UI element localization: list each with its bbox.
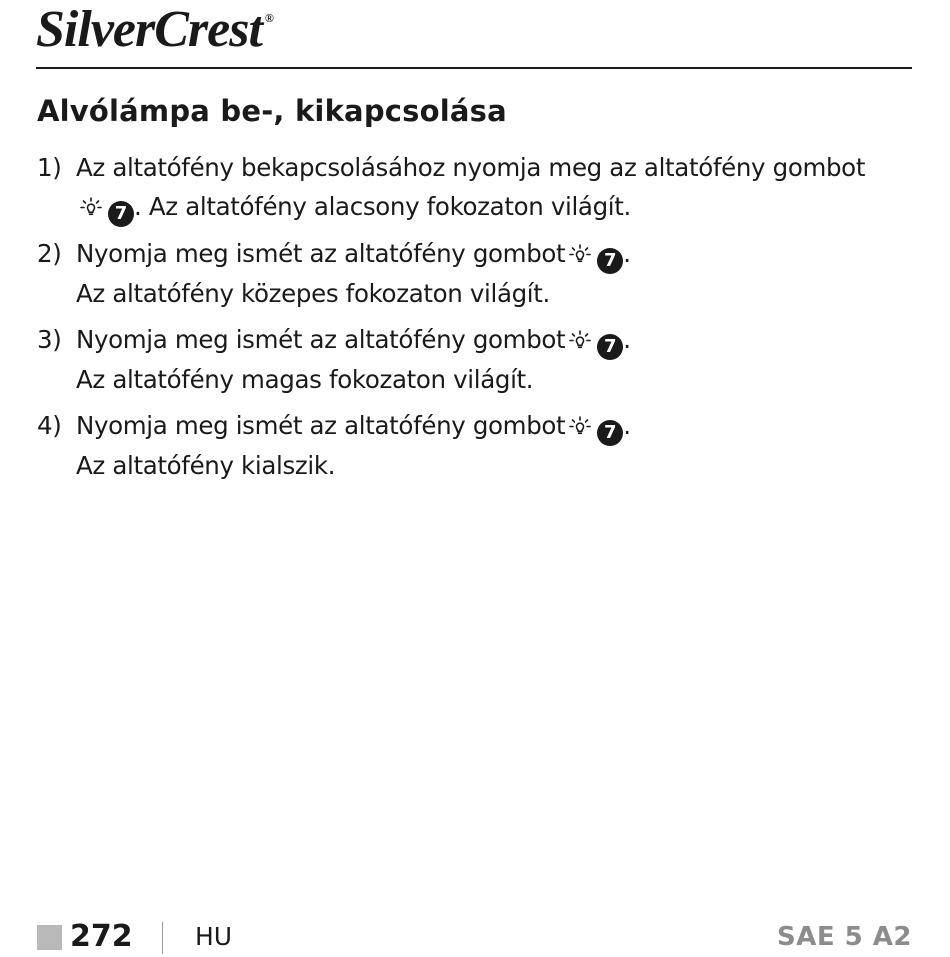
instruction-step-1 [37, 148, 917, 227]
button-number-badge: 7 [597, 248, 623, 274]
footer-separator [162, 922, 163, 954]
sun-button-icon [568, 329, 592, 353]
step-text: . [623, 239, 631, 268]
sun-button-icon [79, 196, 103, 220]
trademark-symbol: ® [264, 11, 273, 25]
instruction-list [37, 148, 917, 492]
step-text: Nyomja meg ismét az altatófény gombot [76, 239, 566, 268]
header-divider [36, 67, 912, 69]
language-code: HU [195, 922, 233, 951]
instruction-step-3 [37, 320, 917, 399]
step-text: Nyomja meg ismét az altatófény gombot [76, 411, 566, 440]
button-number-badge: 7 [108, 201, 134, 227]
step-text: . [623, 325, 631, 354]
step-line [76, 320, 917, 360]
step-line: Az altatófény közepes fokozaton világít. [76, 279, 550, 308]
step-line [76, 234, 917, 274]
step-number: 1) [37, 153, 62, 182]
step-line [76, 148, 917, 187]
sun-button-icon [568, 243, 592, 267]
brand-logo [36, 1, 273, 58]
button-number-badge: 7 [597, 334, 623, 360]
instruction-step-4 [37, 406, 917, 485]
step-text: . [623, 411, 631, 440]
step-line [76, 187, 917, 227]
step-number: 2) [37, 239, 62, 268]
page-marker-square [37, 925, 62, 950]
section-heading: Alvólámpa be-, kikapcsolása [37, 94, 507, 128]
step-line [76, 406, 917, 446]
button-number-badge: 7 [597, 420, 623, 446]
model-number: SAE 5 A2 [776, 922, 912, 952]
step-number: 3) [37, 325, 62, 354]
brand-name: SilverCrest [36, 1, 262, 58]
step-line: Az altatófény magas fokozaton világít. [76, 365, 534, 394]
step-line: Az altatófény kialszik. [76, 451, 336, 480]
step-text: Az altatófény bekapcsolásához nyomja meg az altatófény gombot [76, 153, 866, 182]
step-number: 4) [37, 411, 62, 440]
page-number: 272 [70, 919, 133, 954]
step-text: Nyomja meg ismét az altatófény gombot [76, 325, 566, 354]
sun-button-icon [568, 415, 592, 439]
instruction-step-2 [37, 234, 917, 313]
step-text: . Az altatófény alacsony fokozaton világít. [134, 192, 631, 221]
